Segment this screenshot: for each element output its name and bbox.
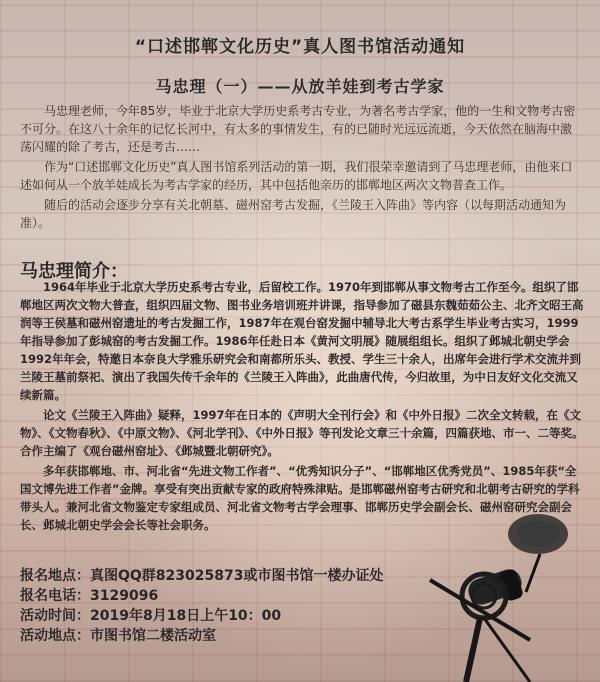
intro-section [20, 102, 580, 234]
notice-title: “口述邯郸文化历史”真人图书馆活动通知 [134, 37, 466, 57]
bio-paragraph: 多年获邯郸地、市、河北省“先进文物工作者”、“优秀知识分子”、“邯郸地区优秀党员”、1985年获“全国文博先进工作者”金牌。享受有突出贡献专家的政府特殊津贴。是邯郸磁州窑考古研究和北朝考古研究的学科带头人。兼河北省文物鉴定专家组成员、河北省文物考古学会理事、邯郸历史学会副会长、磁州窑研究会副会长、邺城北朝史学会会长等社会职务。 [20, 464, 580, 532]
phone-value: 3129096 [90, 588, 159, 604]
place-label: 活动地点： [20, 628, 90, 644]
time-value: 2019年8月18日上午10：00 [90, 608, 282, 624]
intro-paragraph: 作为“口述邯郸文化历史”真人图书馆系列活动的第一期，我们很荣幸邀请到了马忠理老师，由他来口述如何从一个放羊娃成长为考古学家的经历，其中包括他亲历的邯郸地区两次文物普查工作。 [20, 160, 573, 192]
intro-paragraph: 马忠理老师，今年85岁，毕业于北京大学历史系考古专业，为著名考古学家，他的一生和文物考古密不可分。在这八十余年的记忆长河中，有太多的事情发生，有的已随时光远远流逝，今天依然在脑海中激荡闪耀的除了考古，还是考古…… [20, 104, 576, 154]
bio-paragraph: 论文《兰陵王入阵曲》疑释，1997年在日本的《声明大全刊行会》和《中外日报》二次全文转载，在《文物》、《文物春秋》、《中原文物》、《河北学刊》、《中外日报》等刊发论文章三十余篇，四篇获地、市一、二等奖。合作主编了《观台磁州窑址》、《邺城暨北朝研究》。 [20, 408, 584, 458]
time-row [20, 606, 400, 626]
intro-paragraph: 随后的活动会逐步分享有关北朝墓、磁州窑考古发掘，《兰陵王入阵曲》等内容（以每期活动通知为准）。 [20, 198, 567, 230]
bio-heading: 马忠理简介： [20, 261, 128, 282]
microphone-icon [410, 500, 600, 682]
signup-row [20, 566, 400, 586]
place-value: 市图书馆二楼活动室 [90, 628, 216, 644]
bio-paragraph: 1964年毕业于北京大学历史系考古专业，后留校工作。1970年到邯郸从事文物考古工作至今。组织了邯郸地区两次文物大普查，组织四届文物、图书业务培训班并讲课，指导参加了磁县东魏茹茹公主、北齐文昭王高润等王侯墓和磁州窑遗址的考古发掘工作，1987年在观台窑发掘中辅导北大考古系学生毕业考古实习，1999年指导参加了彭城窑的考古发掘工作。1986年任赴日本《黄河文明展》随展组组长。组织了邺城北朝史学会1992年年会，特邀日本奈良大学雅乐研究会和南都所乐头、教授、学生三十余人，出席年会进行学术交流并到兰陵王墓前祭祀、演出了我国失传千余年的《兰陵王入阵曲》，此曲唐代传，今归故里，为中日友好文化交流又续新篇。 [20, 280, 584, 402]
phone-label: 报名电话： [20, 588, 90, 604]
place-row [20, 626, 400, 646]
phone-row [20, 586, 400, 606]
signup-label: 报名地点： [20, 568, 90, 584]
time-label: 活动时间： [20, 608, 90, 624]
signup-value: 真图QQ群823025873或市图书馆一楼办证处 [90, 568, 384, 584]
notice-subtitle: 马忠理（一）——从放羊娃到考古学家 [155, 77, 445, 96]
bio-section [20, 278, 585, 536]
event-info [20, 566, 400, 646]
